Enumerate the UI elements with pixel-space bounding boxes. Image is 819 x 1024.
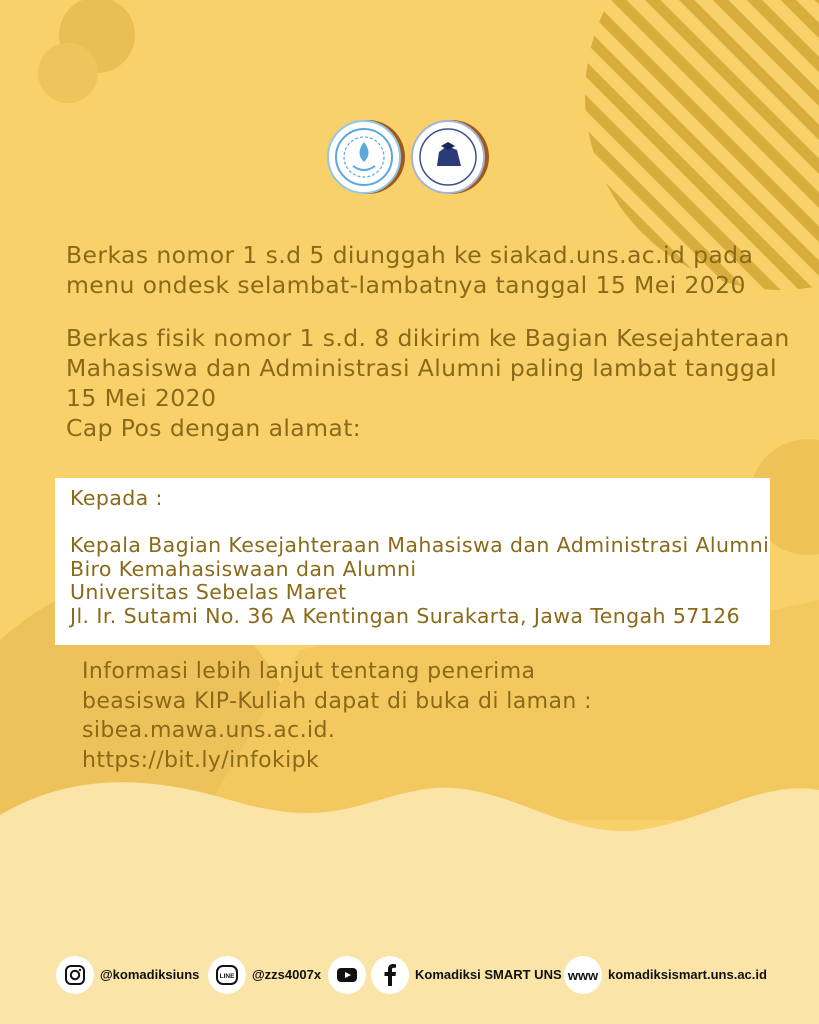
social-footer [56,956,796,996]
address-line-3: Universitas Sebelas Maret [70,580,347,604]
info-section [82,657,592,775]
paragraph-2-line-3: 15 Mei 2020 [66,384,217,412]
komadiksi-logo [411,120,485,194]
info-link-bitly[interactable]: https://bit.ly/infokipk [82,747,320,773]
paragraph-1-line-1: Berkas nomor 1 s.d 5 diunggah ke siakad.uns.ac.id pada [66,241,754,269]
line-handle[interactable]: @zzs4007x [252,967,322,982]
www-label: www [567,967,599,983]
paragraph-2-line-2: Mahasiswa dan Administrasi Alumni paling lambat tanggal [66,354,777,382]
address-lines [70,534,769,628]
address-title: Kepada : [70,486,163,510]
svg-text:LINE: LINE [219,973,235,980]
instruction-mail [66,323,790,443]
uns-logo [327,120,401,194]
komadiksi-emblem-icon [417,126,479,188]
instruction-upload [66,240,753,300]
instagram-handle[interactable]: @komadiksiuns [100,967,200,982]
facebook-icon[interactable] [371,956,409,994]
address-box [55,478,770,645]
website-url[interactable]: komadiksismart.uns.ac.id [608,967,767,982]
youtube-icon[interactable] [328,956,366,994]
facebook-page[interactable]: Komadiksi SMART UNS [415,967,562,982]
paragraph-2-line-4: Cap Pos dengan alamat: [66,414,362,442]
instagram-icon[interactable] [56,956,94,994]
deco-circle-small [38,43,98,103]
line-icon[interactable] [208,956,246,994]
address-line-4: Jl. Ir. Sutami No. 36 A Kentingan Surakarta, Jawa Tengah 57126 [70,603,741,628]
paragraph-1-line-2: menu ondesk selambat-lambatnya tanggal 15 Mei 2020 [66,271,746,299]
www-icon[interactable] [564,956,602,994]
info-line-2: beasiswa KIP-Kuliah dapat di buka di laman : [82,688,592,714]
address-line-1: Kepala Bagian Kesejahteraan Mahasiswa dan Administrasi Alumni [70,533,770,557]
uns-emblem-icon [333,126,395,188]
info-link-sibea[interactable]: sibea.mawa.uns.ac.id. [82,718,336,743]
address-line-2: Biro Kemahasiswaan dan Alumni [70,556,417,581]
logos-row [323,120,493,198]
info-line-1: Informasi lebih lanjut tentang penerima [82,659,536,684]
paragraph-2-line-1: Berkas fisik nomor 1 s.d. 8 dikirim ke Bagian Kesejahteraan [66,324,790,352]
